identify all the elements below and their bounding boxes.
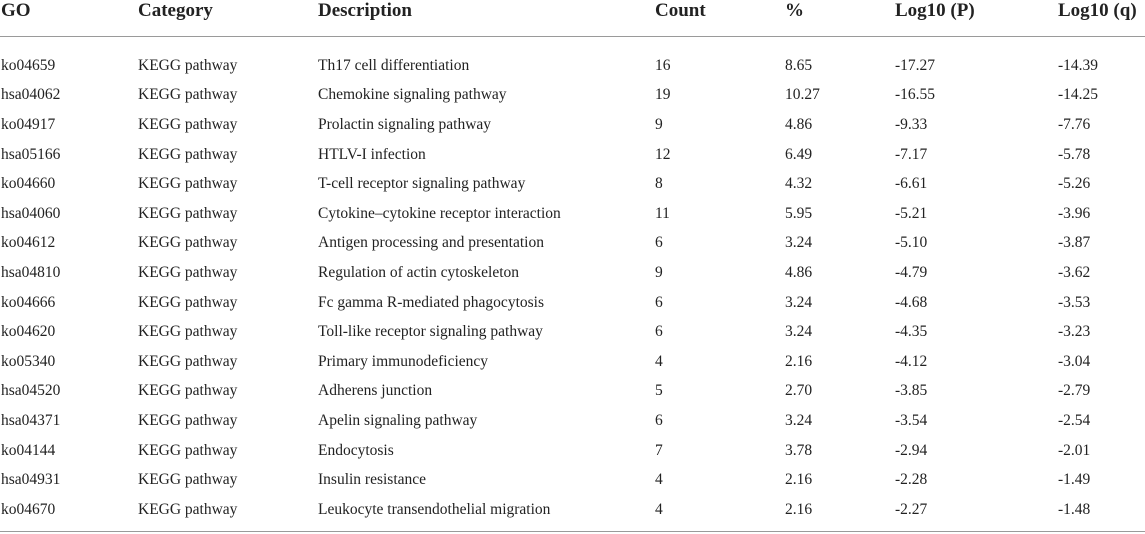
- cell-category: KEGG pathway: [138, 175, 238, 193]
- table-row: [0, 169, 1145, 199]
- cell-go-id: ko04670: [1, 500, 56, 518]
- cell-category: KEGG pathway: [138, 115, 238, 133]
- cell-log10-p: -2.94: [895, 441, 928, 459]
- cell-description: Antigen processing and presentation: [318, 234, 544, 252]
- table-row: [0, 406, 1145, 436]
- cell-log10-q: -5.78: [1058, 145, 1091, 163]
- cell-log10-q: -3.04: [1058, 352, 1091, 370]
- cell-count: 5: [655, 382, 663, 400]
- header-log10-q: Log10 (q): [1058, 0, 1137, 21]
- cell-percent: 3.24: [785, 234, 813, 252]
- table-row: [0, 288, 1145, 318]
- header-percent: %: [785, 0, 804, 21]
- cell-category: KEGG pathway: [138, 352, 238, 370]
- cell-go-id: ko04144: [1, 441, 56, 459]
- cell-count: 6: [655, 293, 663, 311]
- cell-percent: 2.16: [785, 500, 813, 518]
- cell-category: KEGG pathway: [138, 323, 238, 341]
- cell-count: 12: [655, 145, 671, 163]
- cell-category: KEGG pathway: [138, 234, 238, 252]
- cell-count: 6: [655, 323, 663, 341]
- cell-category: KEGG pathway: [138, 500, 238, 518]
- table-row: [0, 495, 1145, 525]
- cell-percent: 2.16: [785, 471, 813, 489]
- header-row: [0, 0, 1145, 37]
- cell-category: KEGG pathway: [138, 86, 238, 104]
- header-log10-p: Log10 (P): [895, 0, 975, 21]
- cell-go-id: hsa04810: [1, 263, 61, 281]
- cell-description: Th17 cell differentiation: [318, 56, 470, 74]
- cell-percent: 3.78: [785, 441, 813, 459]
- cell-description: Chemokine signaling pathway: [318, 86, 507, 104]
- table-row: [0, 140, 1145, 170]
- cell-count: 9: [655, 115, 663, 133]
- cell-percent: 10.27: [785, 86, 820, 104]
- cell-go-id: ko04917: [1, 115, 56, 133]
- cell-count: 4: [655, 471, 663, 489]
- table-row: [0, 465, 1145, 495]
- cell-percent: 4.86: [785, 263, 813, 281]
- cell-log10-p: -5.10: [895, 234, 928, 252]
- table-row: [0, 347, 1145, 377]
- cell-log10-q: -3.53: [1058, 293, 1091, 311]
- table-row: [0, 377, 1145, 407]
- cell-log10-p: -17.27: [895, 56, 936, 74]
- cell-go-id: hsa04060: [1, 204, 61, 222]
- cell-log10-p: -7.17: [895, 145, 928, 163]
- cell-percent: 6.49: [785, 145, 813, 163]
- table-header: [0, 0, 1145, 37]
- cell-percent: 8.65: [785, 56, 813, 74]
- cell-count: 4: [655, 352, 663, 370]
- cell-go-id: ko05340: [1, 352, 56, 370]
- cell-log10-q: -2.79: [1058, 382, 1091, 400]
- cell-description: Adherens junction: [318, 382, 433, 400]
- cell-category: KEGG pathway: [138, 471, 238, 489]
- cell-go-id: ko04660: [1, 175, 56, 193]
- cell-category: KEGG pathway: [138, 145, 238, 163]
- cell-log10-q: -7.76: [1058, 115, 1091, 133]
- cell-log10-p: -5.21: [895, 204, 928, 222]
- table-row: [0, 229, 1145, 259]
- cell-log10-p: -2.28: [895, 471, 928, 489]
- cell-description: Endocytosis: [318, 441, 394, 459]
- table-row: [0, 37, 1145, 81]
- header-go: GO: [1, 0, 31, 21]
- cell-log10-q: -3.23: [1058, 323, 1091, 341]
- cell-percent: 4.86: [785, 115, 813, 133]
- cell-category: KEGG pathway: [138, 441, 238, 459]
- cell-go-id: ko04666: [1, 293, 56, 311]
- cell-description: Prolactin signaling pathway: [318, 115, 492, 133]
- cell-percent: 3.24: [785, 293, 813, 311]
- cell-count: 4: [655, 500, 663, 518]
- cell-log10-p: -3.54: [895, 411, 928, 429]
- cell-count: 6: [655, 411, 663, 429]
- cell-count: 19: [655, 86, 671, 104]
- table-row: [0, 258, 1145, 288]
- cell-log10-p: -9.33: [895, 115, 928, 133]
- cell-go-id: hsa04520: [1, 382, 61, 400]
- cell-percent: 2.70: [785, 382, 813, 400]
- table-bottom-rule: [0, 531, 1145, 532]
- cell-count: 16: [655, 56, 671, 74]
- cell-log10-q: -5.26: [1058, 175, 1091, 193]
- table-row: [0, 110, 1145, 140]
- cell-log10-q: -2.54: [1058, 411, 1091, 429]
- cell-percent: 3.24: [785, 411, 813, 429]
- table-row: [0, 81, 1145, 111]
- cell-log10-p: -4.35: [895, 323, 928, 341]
- table-row: [0, 199, 1145, 229]
- cell-log10-q: -14.25: [1058, 86, 1099, 104]
- cell-go-id: ko04620: [1, 323, 56, 341]
- cell-description: Toll-like receptor signaling pathway: [318, 323, 543, 341]
- cell-count: 11: [655, 204, 670, 222]
- cell-percent: 5.95: [785, 204, 813, 222]
- cell-description: Primary immunodeficiency: [318, 352, 489, 370]
- cell-count: 7: [655, 441, 663, 459]
- header-description: Description: [318, 0, 412, 21]
- cell-log10-p: -4.12: [895, 352, 928, 370]
- cell-log10-p: -3.85: [895, 382, 928, 400]
- cell-category: KEGG pathway: [138, 56, 238, 74]
- cell-description: Regulation of actin cytoskeleton: [318, 263, 520, 281]
- cell-log10-q: -2.01: [1058, 441, 1091, 459]
- cell-count: 8: [655, 175, 663, 193]
- cell-category: KEGG pathway: [138, 293, 238, 311]
- cell-description: Insulin resistance: [318, 471, 427, 489]
- cell-go-id: hsa04371: [1, 411, 61, 429]
- cell-log10-q: -1.49: [1058, 471, 1091, 489]
- cell-category: KEGG pathway: [138, 204, 238, 222]
- cell-description: Cytokine–cytokine receptor interaction: [318, 204, 561, 222]
- table-row: [0, 436, 1145, 466]
- cell-percent: 4.32: [785, 175, 813, 193]
- cell-log10-q: -14.39: [1058, 56, 1099, 74]
- cell-log10-q: -3.87: [1058, 234, 1091, 252]
- cell-log10-q: -3.62: [1058, 263, 1091, 281]
- cell-description: Apelin signaling pathway: [318, 411, 478, 429]
- table-row: [0, 317, 1145, 347]
- cell-category: KEGG pathway: [138, 382, 238, 400]
- cell-log10-p: -2.27: [895, 500, 928, 518]
- cell-go-id: ko04659: [1, 56, 56, 74]
- cell-log10-p: -4.68: [895, 293, 928, 311]
- cell-log10-p: -4.79: [895, 263, 928, 281]
- cell-log10-q: -3.96: [1058, 204, 1091, 222]
- cell-description: T-cell receptor signaling pathway: [318, 175, 526, 193]
- cell-percent: 2.16: [785, 352, 813, 370]
- table-body: [0, 37, 1145, 525]
- cell-log10-p: -16.55: [895, 86, 936, 104]
- cell-category: KEGG pathway: [138, 263, 238, 281]
- cell-go-id: ko04612: [1, 234, 56, 252]
- cell-description: Fc gamma R-mediated phagocytosis: [318, 293, 544, 311]
- cell-go-id: hsa04062: [1, 86, 61, 104]
- header-count: Count: [655, 0, 706, 21]
- cell-count: 9: [655, 263, 663, 281]
- cell-percent: 3.24: [785, 323, 813, 341]
- cell-description: HTLV-I infection: [318, 145, 426, 163]
- cell-log10-q: -1.48: [1058, 500, 1091, 518]
- cell-description: Leukocyte transendothelial migration: [318, 500, 551, 518]
- cell-category: KEGG pathway: [138, 411, 238, 429]
- header-category: Category: [138, 0, 213, 21]
- cell-go-id: hsa04931: [1, 471, 61, 489]
- cell-go-id: hsa05166: [1, 145, 61, 163]
- cell-log10-p: -6.61: [895, 175, 928, 193]
- cell-count: 6: [655, 234, 663, 252]
